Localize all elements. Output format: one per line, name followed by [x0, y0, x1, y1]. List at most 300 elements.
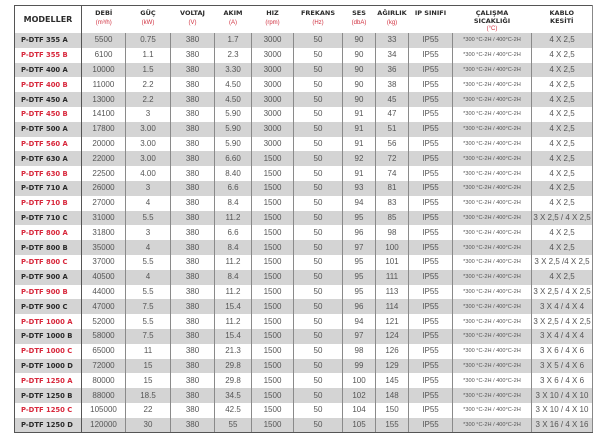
header-label: AĞIRLIK — [377, 9, 407, 17]
akim-cell: 8.40 — [215, 166, 252, 181]
header-unit: (kW) — [141, 20, 155, 26]
voltaj-cell: 380 — [171, 63, 215, 78]
ses-cell: 92 — [343, 151, 376, 166]
ip-cell: IP55 — [409, 151, 453, 166]
table-row — [15, 344, 593, 359]
akim-cell: 34.5 — [215, 388, 252, 403]
table-row — [15, 403, 593, 418]
sicaklik-cell: *300 °C-2H / 400°C-2H — [453, 314, 532, 329]
agirlik-cell: 98 — [376, 225, 409, 240]
ip-cell: IP55 — [409, 359, 453, 374]
table-row — [15, 299, 593, 314]
kablo-cell: 3 X 2,5 / 4 X 2,5 — [532, 285, 593, 300]
agirlik-cell: 83 — [376, 196, 409, 211]
header-label: FREKANS — [300, 9, 336, 17]
debi-cell: 52000 — [82, 314, 126, 329]
sicaklik-cell: *300 °C-2H / 400°C-2H — [453, 181, 532, 196]
sicaklik-cell: *300 °C-2H / 400°C-2H — [453, 359, 532, 374]
ip-cell: IP55 — [409, 48, 453, 63]
frekans-cell: 50 — [294, 151, 343, 166]
debi-cell: 72000 — [82, 359, 126, 374]
voltaj-cell: 380 — [171, 344, 215, 359]
hiz-cell: 1500 — [252, 181, 294, 196]
ip-cell: IP55 — [409, 344, 453, 359]
header-label: KABLO KESİTİ — [549, 9, 574, 25]
ip-cell: IP55 — [409, 255, 453, 270]
guc-cell: 5.5 — [126, 255, 171, 270]
kablo-cell: 4 X 2,5 — [532, 196, 593, 211]
sicaklik-cell: *300 °C-2H / 400°C-2H — [453, 122, 532, 137]
akim-cell: 6.60 — [215, 151, 252, 166]
hiz-cell: 3000 — [252, 137, 294, 152]
voltaj-cell: 380 — [171, 225, 215, 240]
sicaklik-cell: *300 °C-2H / 400°C-2H — [453, 418, 532, 433]
guc-cell: 5.5 — [126, 285, 171, 300]
frekans-cell: 50 — [294, 48, 343, 63]
voltaj-cell: 380 — [171, 373, 215, 388]
agirlik-cell: 74 — [376, 166, 409, 181]
frekans-cell: 50 — [294, 225, 343, 240]
voltaj-cell: 380 — [171, 122, 215, 137]
agirlik-cell: 101 — [376, 255, 409, 270]
debi-cell: 105000 — [82, 403, 126, 418]
debi-cell: 88000 — [82, 388, 126, 403]
debi-cell: 37000 — [82, 255, 126, 270]
voltaj-cell: 380 — [171, 299, 215, 314]
model-cell: P-DTF 800 A — [15, 225, 82, 240]
header-ip-sinifi — [409, 6, 453, 34]
model-cell: P-DTF 630 B — [15, 166, 82, 181]
akim-cell: 11.2 — [215, 285, 252, 300]
model-cell: P-DTF 800 C — [15, 255, 82, 270]
agirlik-cell: 145 — [376, 373, 409, 388]
guc-cell: 30 — [126, 418, 171, 433]
frekans-cell: 50 — [294, 33, 343, 48]
kablo-cell: 3 X 4 / 4 X 4 — [532, 299, 593, 314]
frekans-cell: 50 — [294, 403, 343, 418]
hiz-cell: 1500 — [252, 166, 294, 181]
ip-cell: IP55 — [409, 285, 453, 300]
hiz-cell: 3000 — [252, 107, 294, 122]
debi-cell: 17800 — [82, 122, 126, 137]
ses-cell: 90 — [343, 33, 376, 48]
debi-cell: 47000 — [82, 299, 126, 314]
guc-cell: 3 — [126, 107, 171, 122]
ip-cell: IP55 — [409, 373, 453, 388]
guc-cell: 3.00 — [126, 151, 171, 166]
table-row — [15, 285, 593, 300]
table-row — [15, 77, 593, 92]
frekans-cell: 50 — [294, 299, 343, 314]
ip-cell: IP55 — [409, 63, 453, 78]
guc-cell: 7.5 — [126, 329, 171, 344]
model-cell: P-DTF 1000 C — [15, 344, 82, 359]
header-label: IP SINIFI — [414, 9, 447, 17]
model-cell: P-DTF 1000 D — [15, 359, 82, 374]
voltaj-cell: 380 — [171, 92, 215, 107]
kablo-cell: 3 X 10 / 4 X 10 — [532, 403, 593, 418]
voltaj-cell: 380 — [171, 137, 215, 152]
sicaklik-cell: *300 °C-2H / 400°C-2H — [453, 373, 532, 388]
table-row — [15, 33, 593, 48]
voltaj-cell: 380 — [171, 151, 215, 166]
akim-cell: 8.4 — [215, 196, 252, 211]
table-row — [15, 137, 593, 152]
ses-cell: 96 — [343, 299, 376, 314]
agirlik-cell: 38 — [376, 77, 409, 92]
header-unit: (V) — [188, 20, 197, 26]
debi-cell: 120000 — [82, 418, 126, 433]
frekans-cell: 50 — [294, 137, 343, 152]
model-cell: P-DTF 1250 C — [15, 403, 82, 418]
guc-cell: 1.1 — [126, 48, 171, 63]
akim-cell: 11.2 — [215, 314, 252, 329]
guc-cell: 2.2 — [126, 77, 171, 92]
guc-cell: 15 — [126, 359, 171, 374]
voltaj-cell: 380 — [171, 314, 215, 329]
voltaj-cell: 380 — [171, 33, 215, 48]
ses-cell: 96 — [343, 225, 376, 240]
frekans-cell: 50 — [294, 211, 343, 226]
agirlik-cell: 121 — [376, 314, 409, 329]
table-row — [15, 92, 593, 107]
agirlik-cell: 81 — [376, 181, 409, 196]
akim-cell: 5.90 — [215, 122, 252, 137]
header-akim — [215, 6, 252, 34]
hiz-cell: 1500 — [252, 344, 294, 359]
ip-cell: IP55 — [409, 92, 453, 107]
table-row — [15, 63, 593, 78]
ip-cell: IP55 — [409, 181, 453, 196]
model-cell: P-DTF 450 B — [15, 107, 82, 122]
guc-cell: 4 — [126, 270, 171, 285]
sicaklik-cell: *300 °C-2H / 400°C-2H — [453, 299, 532, 314]
voltaj-cell: 380 — [171, 48, 215, 63]
ses-cell: 91 — [343, 122, 376, 137]
kablo-cell: 4 X 2,5 — [532, 270, 593, 285]
kablo-cell: 3 X 5 / 4 X 6 — [532, 359, 593, 374]
agirlik-cell: 56 — [376, 137, 409, 152]
guc-cell: 3.00 — [126, 122, 171, 137]
frekans-cell: 50 — [294, 196, 343, 211]
voltaj-cell: 380 — [171, 329, 215, 344]
agirlik-cell: 100 — [376, 240, 409, 255]
debi-cell: 22000 — [82, 151, 126, 166]
sicaklik-cell: *300 °C-2H / 400°C-2H — [453, 48, 532, 63]
voltaj-cell: 380 — [171, 77, 215, 92]
hiz-cell: 1500 — [252, 314, 294, 329]
model-cell: P-DTF 630 A — [15, 151, 82, 166]
ip-cell: IP55 — [409, 403, 453, 418]
sicaklik-cell: *300 °C-2H / 400°C-2H — [453, 255, 532, 270]
header-unit: (rpm) — [265, 20, 280, 26]
agirlik-cell: 72 — [376, 151, 409, 166]
ses-cell: 95 — [343, 255, 376, 270]
hiz-cell: 1500 — [252, 255, 294, 270]
kablo-cell: 4 X 2,5 — [532, 181, 593, 196]
ses-cell: 94 — [343, 196, 376, 211]
akim-cell: 8.4 — [215, 240, 252, 255]
header-voltaj — [171, 6, 215, 34]
frekans-cell: 50 — [294, 166, 343, 181]
table-row — [15, 388, 593, 403]
sicaklik-cell: *300 °C-2H / 400°C-2H — [453, 344, 532, 359]
model-cell: P-DTF 710 C — [15, 211, 82, 226]
hiz-cell: 1500 — [252, 270, 294, 285]
table-row — [15, 270, 593, 285]
debi-cell: 5500 — [82, 33, 126, 48]
debi-cell: 14100 — [82, 107, 126, 122]
hiz-cell: 1500 — [252, 225, 294, 240]
guc-cell: 5.5 — [126, 211, 171, 226]
sicaklik-cell: *300 °C-2H / 400°C-2H — [453, 329, 532, 344]
akim-cell: 29.8 — [215, 359, 252, 374]
ip-cell: IP55 — [409, 314, 453, 329]
hiz-cell: 3000 — [252, 33, 294, 48]
hiz-cell: 1500 — [252, 211, 294, 226]
akim-cell: 8.4 — [215, 270, 252, 285]
frekans-cell: 50 — [294, 329, 343, 344]
akim-cell: 15.4 — [215, 299, 252, 314]
akim-cell: 4.50 — [215, 77, 252, 92]
ip-cell: IP55 — [409, 166, 453, 181]
table-row — [15, 314, 593, 329]
kablo-cell: 3 X 2,5 /4 X 2,5 — [532, 255, 593, 270]
sicaklik-cell: *300 °C-2H / 400°C-2H — [453, 137, 532, 152]
guc-cell: 1.5 — [126, 63, 171, 78]
table-row — [15, 196, 593, 211]
debi-cell: 31000 — [82, 211, 126, 226]
kablo-cell: 3 X 6 / 4 X 6 — [532, 344, 593, 359]
debi-cell: 6100 — [82, 48, 126, 63]
frekans-cell: 50 — [294, 107, 343, 122]
model-cell: P-DTF 1250 B — [15, 388, 82, 403]
model-cell: P-DTF 355 A — [15, 33, 82, 48]
ip-cell: IP55 — [409, 418, 453, 433]
model-cell: P-DTF 800 B — [15, 240, 82, 255]
kablo-cell: 4 X 2,5 — [532, 63, 593, 78]
ip-cell: IP55 — [409, 388, 453, 403]
agirlik-cell: 85 — [376, 211, 409, 226]
voltaj-cell: 380 — [171, 240, 215, 255]
model-cell: P-DTF 1250 D — [15, 418, 82, 433]
guc-cell: 5.5 — [126, 314, 171, 329]
table-row — [15, 166, 593, 181]
akim-cell: 5.90 — [215, 107, 252, 122]
frekans-cell: 50 — [294, 314, 343, 329]
table-row — [15, 240, 593, 255]
kablo-cell: 3 X 2,5 / 4 X 2,5 — [532, 314, 593, 329]
ip-cell: IP55 — [409, 137, 453, 152]
ses-cell: 102 — [343, 388, 376, 403]
frekans-cell: 50 — [294, 344, 343, 359]
model-cell: P-DTF 900 B — [15, 285, 82, 300]
akim-cell: 5.90 — [215, 137, 252, 152]
frekans-cell: 50 — [294, 240, 343, 255]
ses-cell: 98 — [343, 344, 376, 359]
akim-cell: 21.3 — [215, 344, 252, 359]
voltaj-cell: 380 — [171, 181, 215, 196]
header-unit: (kg) — [386, 20, 398, 26]
model-cell: P-DTF 400 A — [15, 63, 82, 78]
header-debi — [82, 6, 126, 34]
debi-cell: 22500 — [82, 166, 126, 181]
table-row — [15, 329, 593, 344]
ip-cell: IP55 — [409, 107, 453, 122]
frekans-cell: 50 — [294, 255, 343, 270]
akim-cell: 4.50 — [215, 92, 252, 107]
debi-cell: 31800 — [82, 225, 126, 240]
ses-cell: 94 — [343, 314, 376, 329]
agirlik-cell: 51 — [376, 122, 409, 137]
ses-cell: 91 — [343, 166, 376, 181]
guc-cell: 15 — [126, 373, 171, 388]
debi-cell: 40500 — [82, 270, 126, 285]
header-unit: (°C) — [486, 26, 498, 32]
akim-cell: 42.5 — [215, 403, 252, 418]
table-body — [15, 33, 593, 433]
model-cell: P-DTF 710 A — [15, 181, 82, 196]
debi-cell: 35000 — [82, 240, 126, 255]
header-calisma-sicakligi — [453, 6, 532, 34]
spec-table — [14, 5, 593, 433]
guc-cell: 4 — [126, 196, 171, 211]
voltaj-cell: 380 — [171, 211, 215, 226]
table-row — [15, 122, 593, 137]
voltaj-cell: 380 — [171, 270, 215, 285]
kablo-cell: 4 X 2,5 — [532, 151, 593, 166]
debi-cell: 65000 — [82, 344, 126, 359]
kablo-cell: 4 X 2,5 — [532, 107, 593, 122]
ip-cell: IP55 — [409, 225, 453, 240]
akim-cell: 3.30 — [215, 63, 252, 78]
hiz-cell: 3000 — [252, 77, 294, 92]
kablo-cell: 4 X 2,5 — [532, 48, 593, 63]
debi-cell: 44000 — [82, 285, 126, 300]
header-ses — [343, 6, 376, 34]
frekans-cell: 50 — [294, 373, 343, 388]
debi-cell: 13000 — [82, 92, 126, 107]
ses-cell: 91 — [343, 107, 376, 122]
akim-cell: 29.8 — [215, 373, 252, 388]
frekans-cell: 50 — [294, 181, 343, 196]
header-hiz — [252, 6, 294, 34]
ip-cell: IP55 — [409, 196, 453, 211]
ses-cell: 105 — [343, 418, 376, 433]
frekans-cell: 50 — [294, 270, 343, 285]
agirlik-cell: 47 — [376, 107, 409, 122]
agirlik-cell: 129 — [376, 359, 409, 374]
table-row — [15, 211, 593, 226]
ip-cell: IP55 — [409, 211, 453, 226]
agirlik-cell: 114 — [376, 299, 409, 314]
ses-cell: 95 — [343, 211, 376, 226]
guc-cell: 4 — [126, 240, 171, 255]
kablo-cell: 4 X 2,5 — [532, 33, 593, 48]
akim-cell: 11.2 — [215, 211, 252, 226]
kablo-cell: 4 X 2,5 — [532, 225, 593, 240]
header-label: AKIM — [223, 9, 243, 17]
ip-cell: IP55 — [409, 329, 453, 344]
ses-cell: 91 — [343, 137, 376, 152]
ses-cell: 104 — [343, 403, 376, 418]
header-label: MODELLER — [23, 14, 73, 24]
model-cell: P-DTF 710 B — [15, 196, 82, 211]
header-agirlik — [376, 6, 409, 34]
voltaj-cell: 380 — [171, 107, 215, 122]
akim-cell: 11.2 — [215, 255, 252, 270]
table-header — [15, 6, 593, 34]
model-cell: P-DTF 450 A — [15, 92, 82, 107]
kablo-cell: 3 X 16 / 4 X 16 — [532, 418, 593, 433]
hiz-cell: 1500 — [252, 418, 294, 433]
guc-cell: 22 — [126, 403, 171, 418]
akim-cell: 6.6 — [215, 181, 252, 196]
ip-cell: IP55 — [409, 33, 453, 48]
sicaklik-cell: *300 °C-2H / 400°C-2H — [453, 196, 532, 211]
ip-cell: IP55 — [409, 240, 453, 255]
table-row — [15, 418, 593, 433]
table-row — [15, 48, 593, 63]
frekans-cell: 50 — [294, 92, 343, 107]
frekans-cell: 50 — [294, 418, 343, 433]
kablo-cell: 4 X 2,5 — [532, 92, 593, 107]
table-row — [15, 255, 593, 270]
kablo-cell: 3 X 2,5 / 4 X 2,5 — [532, 211, 593, 226]
hiz-cell: 1500 — [252, 359, 294, 374]
table-row — [15, 225, 593, 240]
header-modeller — [15, 6, 82, 34]
sicaklik-cell: *300 °C-2H / 400°C-2H — [453, 63, 532, 78]
guc-cell: 3 — [126, 225, 171, 240]
agirlik-cell: 155 — [376, 418, 409, 433]
sicaklik-cell: *300 °C-2H / 400°C-2H — [453, 92, 532, 107]
hiz-cell: 1500 — [252, 196, 294, 211]
frekans-cell: 50 — [294, 77, 343, 92]
header-label: ÇALIŞMA SICAKLIĞI — [473, 9, 511, 25]
ses-cell: 97 — [343, 329, 376, 344]
ses-cell: 93 — [343, 181, 376, 196]
sicaklik-cell: *300 °C-2H / 400°C-2H — [453, 151, 532, 166]
ses-cell: 97 — [343, 240, 376, 255]
voltaj-cell: 380 — [171, 196, 215, 211]
voltaj-cell: 380 — [171, 285, 215, 300]
header-label: DEBİ — [95, 9, 113, 17]
ses-cell: 90 — [343, 77, 376, 92]
model-cell: P-DTF 500 A — [15, 122, 82, 137]
debi-cell: 26000 — [82, 181, 126, 196]
debi-cell: 80000 — [82, 373, 126, 388]
model-cell: P-DTF 1000 B — [15, 329, 82, 344]
ses-cell: 99 — [343, 359, 376, 374]
akim-cell: 2.3 — [215, 48, 252, 63]
table-row — [15, 181, 593, 196]
header-label: SES — [352, 9, 366, 17]
sicaklik-cell: *300 °C-2H / 400°C-2H — [453, 270, 532, 285]
hiz-cell: 1500 — [252, 373, 294, 388]
hiz-cell: 1500 — [252, 329, 294, 344]
frekans-cell: 50 — [294, 122, 343, 137]
kablo-cell: 3 X 6 / 4 X 6 — [532, 373, 593, 388]
agirlik-cell: 111 — [376, 270, 409, 285]
agirlik-cell: 45 — [376, 92, 409, 107]
frekans-cell: 50 — [294, 285, 343, 300]
model-cell: P-DTF 560 A — [15, 137, 82, 152]
guc-cell: 18.5 — [126, 388, 171, 403]
header-label: HIZ — [266, 9, 279, 17]
model-cell: P-DTF 900 A — [15, 270, 82, 285]
table-row — [15, 373, 593, 388]
